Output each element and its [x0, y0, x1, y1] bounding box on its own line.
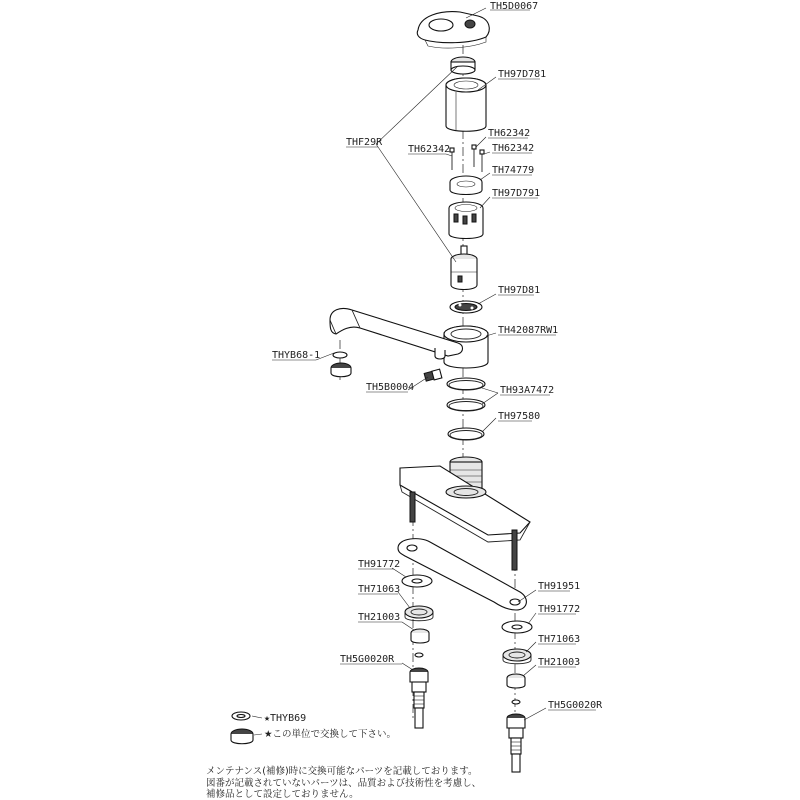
label-TH62342-c: TH62342: [492, 143, 535, 154]
label-TH91951: TH91951: [538, 581, 581, 592]
label-THF29R: THF29R: [346, 137, 383, 148]
label-TH62342-a: TH62342: [488, 128, 531, 139]
label-TH91772-left: TH91772: [358, 559, 401, 570]
right-supply-parts: [502, 621, 532, 772]
lever-handle-part: [417, 12, 489, 48]
cap-part: [451, 57, 475, 74]
label-TH97D781: TH97D781: [498, 69, 547, 80]
spout-fitting-part: [424, 369, 442, 381]
cover-cylinder-part: [446, 78, 486, 131]
aerator-kit-parts: [231, 712, 253, 744]
label-TH42087RW1: TH42087RW1: [498, 325, 559, 336]
label-TH5G0020R-right: TH5G0020R: [548, 700, 603, 711]
base-gasket-part: [398, 539, 526, 610]
label-TH71063-right: TH71063: [538, 634, 581, 645]
label-TH97580: TH97580: [498, 411, 541, 422]
unit-replacement-note: ★この単位で交換して下さい。: [264, 729, 397, 740]
left-supply-parts: [402, 575, 433, 728]
label-THYB68-1: THYB68-1: [272, 350, 321, 361]
label-TH93A7472: TH93A7472: [500, 385, 555, 396]
label-TH91772-right: TH91772: [538, 604, 581, 615]
label-TH97D81: TH97D81: [498, 285, 541, 296]
leader-lines: [252, 8, 596, 735]
label-THYB69: ★THYB69: [264, 713, 307, 724]
clip-ring-part: [450, 176, 482, 195]
label-TH62342-b: TH62342: [408, 144, 451, 155]
label-TH5G0020R-left: TH5G0020R: [340, 654, 395, 665]
label-TH97D791: TH97D791: [492, 188, 541, 199]
label-TH5B0004: TH5B0004: [366, 382, 415, 393]
label-TH5D0067: TH5D0067: [490, 1, 539, 12]
cartridge-part: [451, 246, 477, 290]
label-TH21003-right: TH21003: [538, 657, 581, 668]
footer-note-line-2: 図番が記載されていないパーツは、品質および技術性を考慮し、: [206, 778, 482, 789]
aerator-part: [331, 352, 351, 377]
label-TH74779: TH74779: [492, 165, 535, 176]
footer-note-line-1: メンテナンス(補修)時に交換可能なパーツを記載しております。: [206, 766, 478, 777]
footer-note-line-3: 補修品として設定しておりません。: [206, 789, 359, 800]
packing-part: [450, 301, 482, 313]
o-ring-parts: [447, 378, 485, 440]
spout-part: [330, 308, 463, 359]
screw-parts: [450, 145, 484, 172]
label-TH21003-left: TH21003: [358, 612, 401, 623]
label-TH71063-left: TH71063: [358, 584, 401, 595]
cartridge-holder-part: [449, 202, 483, 239]
